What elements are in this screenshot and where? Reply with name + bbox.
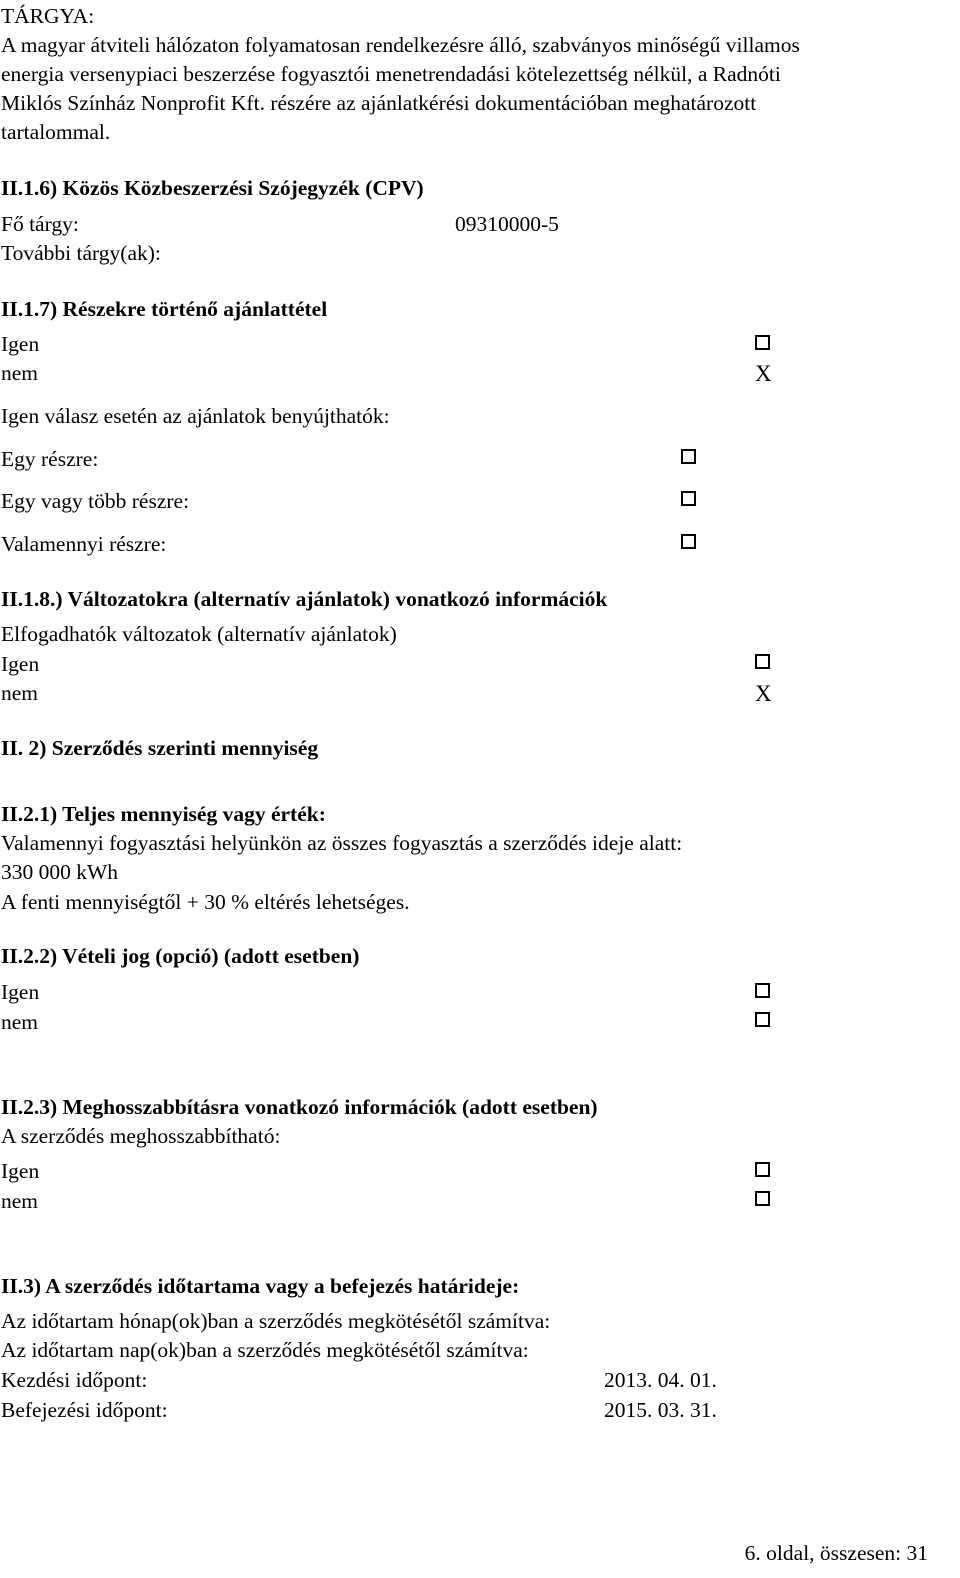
duration-days-line: Az időtartam nap(ok)ban a szerződés megkötésétől számítva: [1, 1338, 529, 1362]
duration-end-label: Befejezési időpont: [1, 1398, 168, 1422]
option-no-checkbox[interactable] [755, 1012, 770, 1027]
quantity-deviation: A fenti mennyiségtől + 30 % eltérés lehetséges. [1, 890, 410, 914]
lots-yes-label: Igen [1, 332, 40, 356]
extension-no-checkbox[interactable] [755, 1191, 770, 1206]
lots-one-or-more-checkbox[interactable] [681, 491, 696, 506]
cpv-main-label: Fő tárgy: [1, 212, 79, 236]
cpv-main-value: 09310000-5 [455, 212, 559, 236]
quantity-total-line: Valamennyi fogyasztási helyünkön az összes fogyasztás a szerződés ideje alatt: [1, 831, 683, 855]
lots-no-mark[interactable]: X [755, 361, 772, 386]
lots-heading: II.1.7) Részekre történő ajánlattétel [1, 297, 328, 321]
variants-no-mark[interactable]: X [755, 681, 772, 706]
extension-yes-label: Igen [1, 1159, 40, 1183]
extension-no-label: nem [1, 1189, 39, 1213]
quantity-amount: 330 000 kWh [1, 860, 119, 884]
duration-start-label: Kezdési időpont: [1, 1368, 148, 1392]
lots-if-yes-label: Igen válasz esetén az ajánlatok benyújthatók: [1, 404, 390, 428]
lots-all-lots-checkbox[interactable] [681, 534, 696, 549]
subject-line-3: Miklós Színház Nonprofit Kft. részére az ajánlatkérési dokumentációban meghatározott [1, 91, 757, 115]
duration-end-value: 2015. 03. 31. [604, 1398, 717, 1422]
variants-yes-label: Igen [1, 652, 40, 676]
subject-line-1: A magyar átviteli hálózaton folyamatosan rendelkezésre álló, szabványos minőségű villamos [1, 33, 800, 57]
cpv-heading: II.1.6) Közös Közbeszerzési Szójegyzék (CPV) [1, 176, 424, 200]
duration-months-line: Az időtartam hónap(ok)ban a szerződés megkötésétől számítva: [1, 1309, 551, 1333]
lots-one-lot-checkbox[interactable] [681, 449, 696, 464]
extension-yes-checkbox[interactable] [755, 1162, 770, 1177]
duration-heading: II.3) A szerződés időtartama vagy a befejezés határideje: [1, 1274, 520, 1298]
quantity-total-heading: II.2.1) Teljes mennyiség vagy érték: [1, 802, 326, 826]
lots-all-lots-label: Valamennyi részre: [1, 532, 167, 556]
variants-no-label: nem [1, 681, 39, 705]
option-no-label: nem [1, 1010, 39, 1034]
quantity-heading: II. 2) Szerződés szerinti mennyiség [1, 736, 319, 760]
duration-start-value: 2013. 04. 01. [604, 1368, 717, 1392]
cpv-additional-label: További tárgy(ak): [1, 241, 161, 265]
lots-one-or-more-label: Egy vagy több részre: [1, 489, 190, 513]
subject-line-4: tartalommal. [1, 120, 111, 144]
extension-question: A szerződés meghosszabbítható: [1, 1124, 281, 1148]
option-yes-checkbox[interactable] [755, 983, 770, 998]
variants-yes-checkbox[interactable] [755, 654, 770, 669]
lots-yes-checkbox[interactable] [755, 335, 770, 350]
extension-heading: II.2.3) Meghosszabbításra vonatkozó információk (adott esetben) [1, 1095, 598, 1119]
subject-line-2: energia versenypiaci beszerzése fogyasztói menetrendadási kötelezettség nélkül, a Radnóti [1, 62, 781, 86]
page-footer: 6. oldal, összesen: 31 [744, 1541, 928, 1565]
option-heading: II.2.2) Vételi jog (opció) (adott esetben) [1, 944, 360, 968]
variants-question: Elfogadhatók változatok (alternatív ajánlatok) [1, 622, 397, 646]
variants-heading: II.1.8.) Változatokra (alternatív ajánlatok) vonatkozó információk [1, 587, 608, 611]
subject-heading: TÁRGYA: [1, 4, 95, 28]
option-yes-label: Igen [1, 980, 40, 1004]
lots-one-lot-label: Egy részre: [1, 447, 99, 471]
lots-no-label: nem [1, 361, 39, 385]
